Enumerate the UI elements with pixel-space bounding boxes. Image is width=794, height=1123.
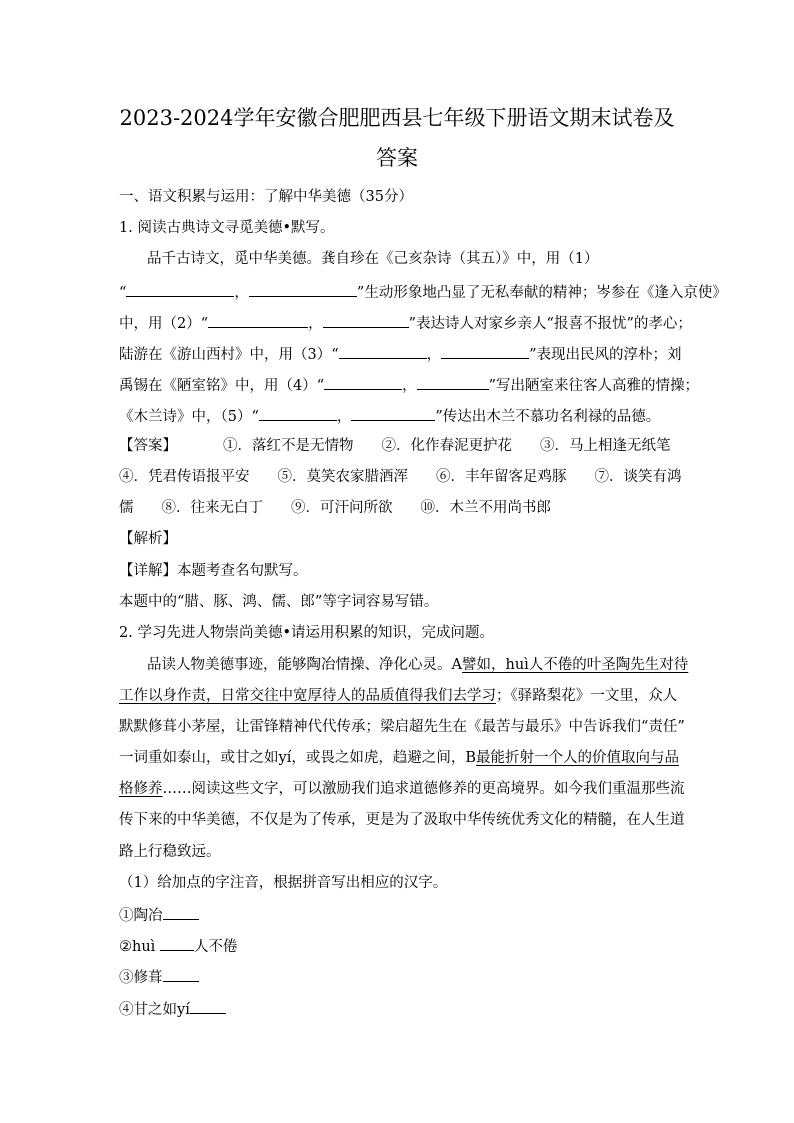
q1-paragraph-line [119,405,676,425]
text: 品读人物美德事迹，能够陶冶情操、净化心灵。A [147,657,462,673]
detail-label: 【详解】 [119,563,177,579]
fill-blank[interactable] [351,405,435,421]
answer-item: ②．化作春泥更护花 [381,438,512,454]
comma: ， [402,378,417,394]
fill-blank[interactable] [339,343,427,359]
answer-line [119,498,676,518]
fill-blank[interactable] [163,904,199,920]
fill-blank[interactable] [160,935,194,951]
answer-item: ⑨．可汗问所欲 [291,500,393,516]
answer-item: ⑦．谈笑有鸿 [594,469,682,485]
quote-open: “ [119,285,127,301]
underlined-sentence-a: 譬如，huì人不倦的叶圣陶先生对待 [461,657,689,673]
q1-paragraph-line [119,374,700,394]
text: ……阅读这些文字，可以激励我们追求道德修养的更高境界。如今我们重温那些流 [162,781,685,797]
comma: ， [234,285,249,301]
fill-blank[interactable] [126,281,234,297]
text: ”生动形象地凸显了无私奉献的精神；岑参在《逢入京使》 [356,285,727,301]
sub-question-1: （1）给加点的字注音，根据拼音写出相应的汉字。 [119,875,448,891]
underlined-sentence-b: 最能折射一个人的价值取向与品 [475,750,679,766]
item-line [119,904,676,924]
note-line: 本题中的“腊、豚、鸿、儒、郎”等字词容易写错。 [119,594,439,610]
item-label: ①陶冶 [119,908,163,924]
answer-item: ①．落红不是无情物 [223,438,354,454]
section-heading: 一、语文积累与运用：了解中华美德（35分） [119,189,413,205]
analysis-label: 【解析】 [119,531,177,547]
q1-paragraph-line [119,312,692,332]
detail-line [119,561,676,581]
item-label: ③修葺 [119,970,163,986]
answer-item: ④．凭君传语报平安 [119,469,250,485]
fill-blank[interactable] [324,374,402,390]
item-line [119,935,676,955]
text: ”传达出木兰不慕功名利禄的品德。 [435,409,661,425]
text: 一词重如泰山，或甘之如yí，或畏之如虎，趋避之间，B [119,750,476,766]
q1-paragraph-line [119,281,727,301]
answer-line [119,467,682,487]
item-label: ④甘之如yí [119,1002,190,1018]
answer-item: ⑥．丰年留客足鸡豚 [436,469,567,485]
q2-paragraph-line: 路上行稳致远。 [119,844,221,860]
q1-paragraph-line: 品千古诗文，觅中华美德。龚自珍在《己亥杂诗（其五）》中，用（1） [147,251,599,267]
title-line-1: 2023-2024学年安徽合肥肥西县七年级下册语文期末试卷及 [119,106,675,130]
q1-paragraph-line [119,343,682,363]
item-line [119,966,676,986]
q2-paragraph-line: 传下来的中华美德，不仅是为了传承，更是为了汲取中华传统优秀文化的精髓，在人生道 [119,812,685,828]
text: ”表现出民风的淳朴；刘 [529,347,682,363]
document-title [90,98,704,178]
item-label: ②huì [119,939,156,955]
text: 禹锡在《陋室铭》中，用（4）“ [119,378,325,394]
q2-paragraph-line [119,779,685,799]
comma: ， [308,316,323,332]
fill-blank[interactable] [259,405,337,421]
detail-text: 本题考查名句默写。 [177,563,308,579]
text: ”表达诗人对家乡亲人“报喜不报忧”的孝心； [408,316,692,332]
answer-item: ③．马上相逢无纸笔 [540,438,671,454]
fill-blank[interactable] [190,998,226,1014]
fill-blank[interactable] [249,281,357,297]
fill-blank[interactable] [163,966,199,982]
comma: ， [336,409,352,425]
text: 陆游在《游山西村》中，用（3）“ [119,347,339,363]
text: ”写出陋室来往客人高雅的情操； [488,378,700,394]
text: 《木兰诗》中，（5）“ [119,409,259,425]
item-label: 人不倦 [193,939,238,955]
title-line-2: 答案 [376,146,418,170]
text: 中，用（2）“ [119,316,209,332]
fill-blank[interactable] [208,312,308,328]
text: ；《驿路梨花》一文里，众人 [496,688,678,704]
comma: ， [426,347,442,363]
q2-paragraph-line [119,686,676,706]
answer-item: ⑤．莫笑农家腊酒浑 [277,469,408,485]
fill-blank[interactable] [417,374,489,390]
underlined-sentence-a: 工作以身作责，日常交往中宽厚待人的品质值得我们去学习 [119,688,496,704]
answer-label: 【答案】 [119,438,177,454]
answer-item: ⑩．木兰不用尚书郎 [420,500,551,516]
fill-blank[interactable] [323,312,409,328]
question-1-stem: 1. 阅读古典诗文寻觅美德•默写。 [119,220,335,236]
question-2-stem: 2. 学习先进人物崇尚美德•请运用积累的知识，完成问题。 [119,625,494,641]
underlined-sentence-b: 格修养 [119,781,163,797]
answer-line [119,436,676,456]
item-line [119,998,676,1018]
answer-item: ⑧．往来无白丁 [161,500,263,516]
q2-paragraph-line: 默默修葺小茅屋，让雷锋精神代代传承；梁启超先生在《最苦与最乐》中告诉我们“责任” [119,719,685,735]
q2-paragraph-line [119,748,679,768]
fill-blank[interactable] [441,343,529,359]
q2-paragraph-line [147,655,689,675]
answer-item: 儒 [119,500,134,516]
